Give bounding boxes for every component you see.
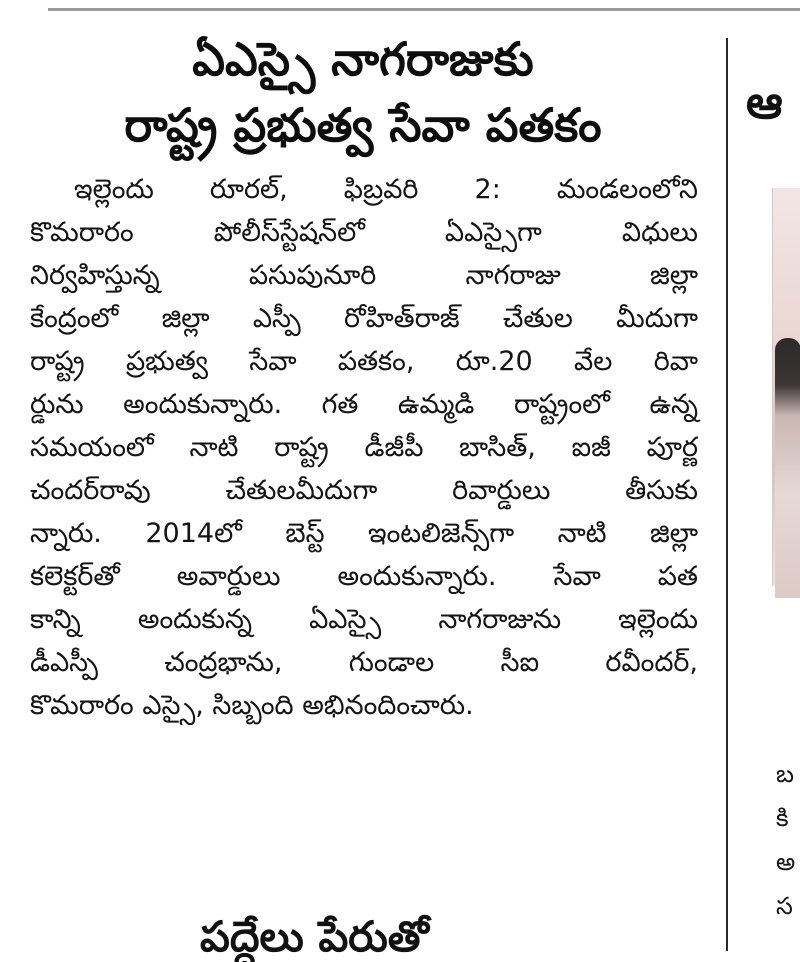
body-line: రాష్ట్ర ప్రభుత్వ సేవా పతకం, రూ.20 వేల రివా	[30, 346, 698, 377]
neighbor-column	[740, 0, 800, 951]
article-headline	[18, 26, 708, 158]
headline-line-2: రాష్ట్ర ప్రభుత్వ సేవా పతకం	[124, 98, 602, 152]
body-line: ర్డును అందుకున్నారు. గత ఉమ్మడి రాష్ట్రంలో ఉన్న	[30, 389, 698, 420]
photo-person	[775, 338, 800, 598]
body-line: కలెక్టర్‌తో అవార్డులు అందుకున్నారు. సేవా పత	[30, 561, 698, 592]
body-line: నిర్వహిస్తున్న పసుపునూరి నాగరాజు జిల్లా	[30, 260, 698, 291]
neighbor-text: బ కి అ స	[776, 760, 796, 920]
neighbor-photo	[772, 188, 800, 586]
body-line: కొమరారం ఎస్సై, సిబ్బంది అభినందించారు.	[30, 690, 474, 721]
body-line: కేంద్రంలో జిల్లా ఎస్పీ రోహిత్‌రాజ్ చేతుల మీదుగా	[30, 303, 698, 334]
news-article	[18, 26, 708, 727]
body-line: న్నారు. 2014లో బెస్ట్ ఇంటలిజెన్స్‌గా నాటి జిల్లా	[30, 518, 698, 549]
column-divider	[726, 38, 728, 951]
top-rule	[48, 8, 800, 11]
next-article-headline: పద్దేలు పేరుతో	[200, 912, 429, 961]
body-line: ఇల్లెందు రూరల్, ఫిబ్రవరి 2: మండలంలోని	[74, 174, 698, 205]
body-line: చందర్‌రావు చేతులమీదుగా రివార్డులు తీసుకు	[30, 475, 698, 506]
body-line: డీఎస్పీ చంద్రభాను, గుండాల సీఐ రవీందర్,	[30, 647, 698, 678]
body-line: కొమరారం పోలీస్‌స్టేషన్‌లో ఏఎస్సైగా విధులు	[30, 217, 698, 248]
headline-line-1: ఏఎస్సై నాగరాజుకు	[192, 32, 534, 86]
body-line: సమయంలో నాటి రాష్ట్ర డీజీపీ బాసిత్, ఐజీ పూర్ణ	[30, 432, 698, 463]
neighbor-headline: ఆ	[746, 75, 783, 129]
article-body	[18, 168, 708, 727]
body-line: కాన్ని అందుకున్న ఏఎస్సై నాగరాజును ఇల్లెందు	[30, 604, 698, 635]
